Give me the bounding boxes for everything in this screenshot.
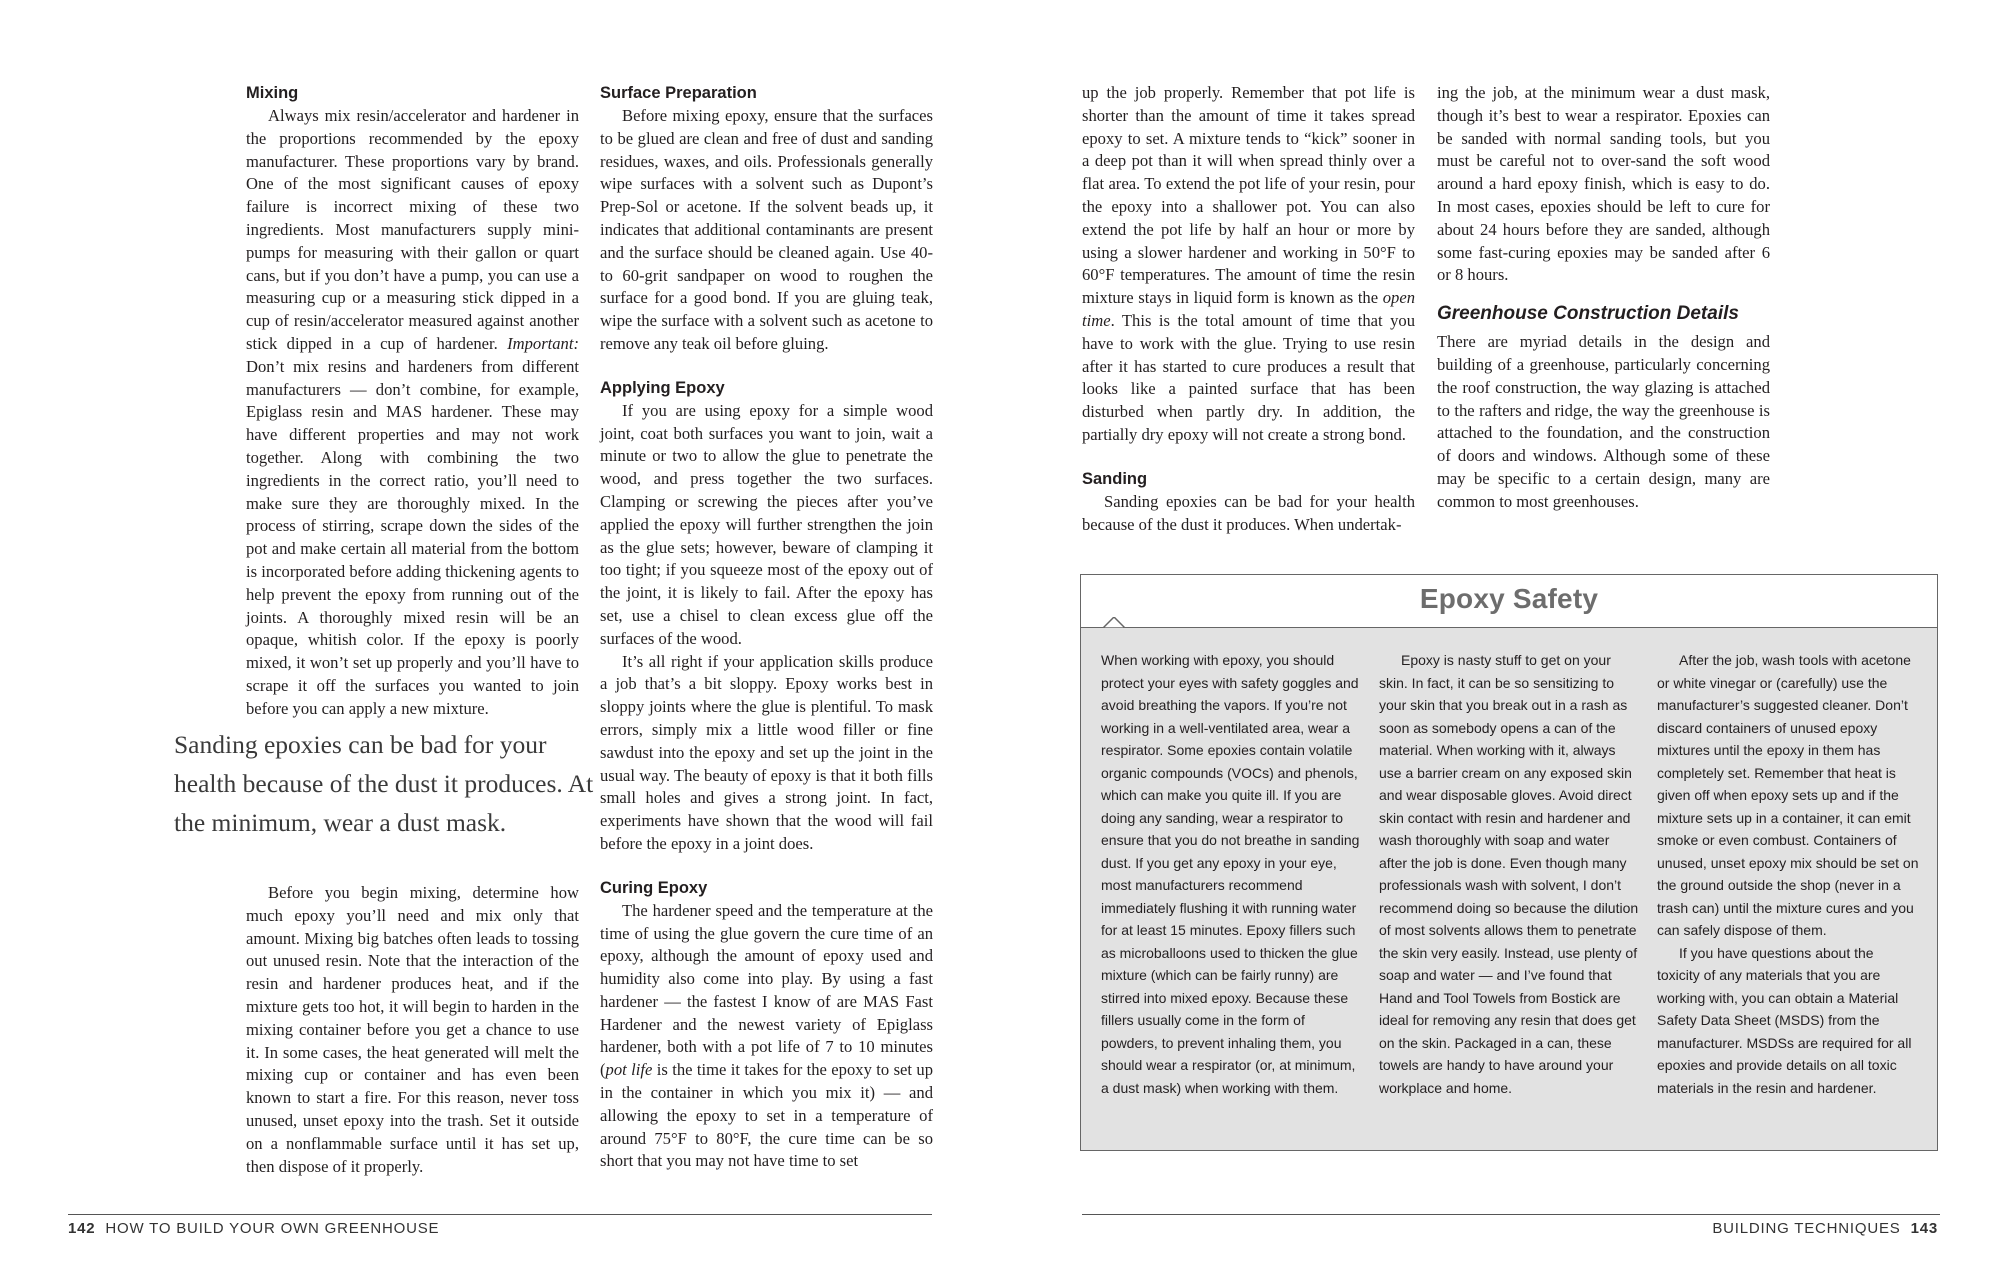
sidebar-column-1 (1101, 649, 1363, 1099)
paragraph-mixing-2: Before you begin mixing, determine how much epoxy you’ll need and mix only that amount. Mixing big batches often leads to tossing out unused resin. Note that the interaction of the resin and hardener produces heat, and if the mixture gets too hot, it will begin to harden in the mixing container before you get a chance to use it. In some cases, the heat generated will melt the mixing cup or container and has even been known to start a fire. For this reason, never toss unused, unset epoxy into the trash. Set it outside on a nonflammable surface until it has set up, then dispose of it properly. (246, 883, 579, 1176)
sidebar-column-3 (1657, 649, 1919, 1099)
left-page-column-1-lower (246, 882, 579, 1178)
paragraph-greenhouse: There are myriad details in the design and building of a greenhouse, particularly concerning the roof construction, the way glazing is attached to the rafters and ridge, the way the greenhouse is attached to the foundation, and the construction of doors and windows. Although some of these may be specific to a certain design, many are common to most greenhouses. (1437, 332, 1770, 511)
sidebar-column-2 (1379, 649, 1641, 1099)
heading-sanding: Sanding (1082, 469, 1148, 488)
paragraph-applying-2: It’s all right if your application skills produce a job that’s a bit sloppy. Epoxy works best in sloppy joints where the glue is plentiful. To mask errors, simply mix a little wood filler or fine sawdust into the epoxy and set up the joint in the usual way. The beauty of epoxy is that it both fills small holes and gives a strong joint. In fact, experiments have shown that the wood will fail before the epoxy in a joint does. (600, 651, 933, 853)
right-page-column-1 (1082, 82, 1415, 536)
right-page-column-2 (1437, 82, 1770, 514)
left-page-column-2 (600, 82, 933, 1173)
page-number-left: 142 (68, 1220, 96, 1237)
heading-greenhouse-construction: Greenhouse Construction Details (1437, 303, 1739, 325)
paragraph-curing-continued: up the job properly. Remember that pot life is shorter than the amount of time it takes spread epoxy to set. A mixture tends to “kick” sooner in a deep pot than it will when spread thinly over a flat area. To extend the pot life of your resin, pour the epoxy into a shallower pot. You can also extend the pot life by half an hour or more by using a slower hardener and working in 50°F to 60°F temperatures. The amount of time the resin mixture stays in liquid form is known as the open time. This is the total amount of time that you have to work with the glue. Trying to use resin after it has started to cure produces a result that looks like a painted surface that has been disturbed when partly dry. In addition, the partially dry epoxy will not create a strong bond. (1082, 83, 1415, 444)
important-label: Important: (507, 333, 579, 353)
page-number-right: 143 (1910, 1220, 1938, 1237)
paragraph-mixing-1: Always mix resin/accelerator and hardener in the proportions recommended by the epoxy manufacturer. These proportions vary by brand. One of the most significant causes of epoxy failure is incorrect mixing of these two ingredients. Most manufacturers supply mini-pumps for measuring with their gallon or quart cans, but if you don’t have a pump, you can use a measuring cup or a measuring stick dipped in a cup of resin/accelerator measured against another stick dipped in a cup of hardener. Important: Don’t mix resins and hardeners from different manufacturers — don’t combine, for example, Epiglass resin and MAS hardener. These may have different properties and may not work together. Along with combining the two ingredients in the correct ratio, you’ll need to make sure they are thoroughly mixed. In the process of stirring, scrape down the sides of the pot and make certain all material from the bottom is incorporated before adding thickening agents to help prevent the epoxy from running out of the joints. A thoroughly mixed resin will be an opaque, whitish color. If the epoxy is poorly mixed, it won’t set up properly and you’ll have to scrape it off the surfaces you wanted to join before you can apply a new mixture. (246, 106, 579, 718)
paragraph-sanding: Sanding epoxies can be bad for your health because of the dust it produces. When undertak- (1082, 491, 1415, 534)
heading-surface-preparation: Surface Preparation (600, 84, 757, 102)
epoxy-safety-sidebar (1080, 574, 1938, 1151)
left-page-column-1 (246, 82, 579, 721)
book-title: HOW TO BUILD YOUR OWN GREENHOUSE (105, 1220, 440, 1237)
sidebar-paragraph-3: After the job, wash tools with acetone or white vinegar or (carefully) use the manufacturer’s suggested cleaner. Don’t discard containers of unused epoxy mixtures until the epoxy in them has completely set. Remember that heat is given off when epoxy sets up and if the mixture sets up in a container, it can emit smoke or even combust. Containers of unused, unset epoxy mix should be set on the ground outside the shop (never in a trash can) until the mixture cures and you can safely dispose of them. (1657, 652, 1919, 938)
sidebar-paragraph-1: When working with epoxy, you should protect your eyes with safety goggles and avoid breathing the vapors. If you’re not working in a well-ventilated area, wear a respirator. Some epoxies contain volatile organic compounds (VOCs) and phenols, which can make you quite ill. If you are doing any sanding, wear a respirator to ensure that you do not breathe in sanding dust. If you get any epoxy in your eye, most manufacturers recommend immediately flushing it with running water for at least 15 minutes. Epoxy fillers such as microballoons used to thicken the glue mixture (which can be fairly runny) are stirred into mixed epoxy. Because these fillers usually come in the form of powders, to prevent inhaling them, you should wear a respirator (or, at minimum, a dust mask) when working with them. (1101, 652, 1360, 1096)
sidebar-paragraph-2: Epoxy is nasty stuff to get on your skin. In fact, it can be so sensitizing to your skin that you break out in a rash as soon as somebody opens a can of the material. When working with it, always use a barrier cream on any exposed skin and wear disposable gloves. Avoid direct skin contact with resin and hardener and wash thoroughly with soap and water after the job is done. Even though many professionals wash with solvent, I don’t recommend doing so because the dilution of most solvents allows them to penetrate the skin very easily. Instead, use plenty of soap and water — and I’ve found that Hand and Tool Towels from Bostick are ideal for removing any resin that does get on the skin. Packaged in a can, these towels are handy to have around your workplace and home. (1379, 652, 1639, 1096)
paragraph-surface-preparation: Before mixing epoxy, ensure that the surfaces to be glued are clean and free of dust and sanding residues, waxes, and oils. Professionals generally wipe surfaces with a solvent such as Dupont’s Prep-Sol or acetone. If the solvent beads up, it indicates that additional contaminants are present and the surface should be cleaned again. Use 40- to 60-grit sandpaper on wood to roughen the surface for a good bond. If you are gluing teak, wipe the surface with a solvent such as acetone to remove any teak oil before gluing. (600, 106, 933, 353)
right-folio (1712, 1220, 1938, 1237)
paragraph-sanding-continued: ing the job, at the minimum wear a dust mask, though it’s best to wear a respirator. Epoxies can be sanded with normal sanding tools, but you must be careful not to over-sand the soft wood around a hard epoxy finish, which is easy to do. In most cases, epoxies should be left to cure for about 24 hours before they are sanded, although some fast-curing epoxies may be sanded after 6 or 8 hours. (1437, 83, 1770, 285)
sidebar-paragraph-4: If you have questions about the toxicity of any materials that you are working with, you can obtain a Material Safety Data Sheet (MSDS) from the manufacturer. MSDSs are required for all epoxies and provide details on all toxic materials in the resin and hardener. (1657, 944, 1912, 1096)
left-footer-rule (68, 1214, 932, 1215)
section-title: BUILDING TECHNIQUES (1712, 1220, 1901, 1237)
heading-applying-epoxy: Applying Epoxy (600, 378, 725, 397)
sidebar-notch-decoration (1103, 617, 1125, 639)
paragraph-applying-1: If you are using epoxy for a simple wood joint, coat both surfaces you want to join, wait a minute or two to allow the glue to penetrate the wood, and press together the two surfaces. Clamping or screwing the pieces after you’ve applied the epoxy will further strengthen the join as the glue sets; however, beware of clamping it too tight; if you squeeze most of the epoxy out of the joint, it is likely to fail. After the epoxy has set, use a chisel to clean excess glue off the surfaces of the wood. (600, 400, 933, 648)
paragraph-curing: The hardener speed and the temperature at the time of using the glue govern the cure time of an epoxy, although the amount of epoxy used and humidity also come into play. By using a fast hardener — the fastest I know of are MAS Fast Hardener and the newest variety of Epiglass hardener, both with a pot life of 7 to 10 minutes (pot life is the time it takes for the epoxy to set up in the container in which you mix it) — and allowing the epoxy to set in a temperature of around 75°F to 80°F, the cure time can be so short that you may not have time to set (600, 900, 933, 1171)
heading-curing-epoxy: Curing Epoxy (600, 878, 708, 897)
heading-mixing: Mixing (246, 84, 299, 102)
sidebar-title: Epoxy Safety (1419, 583, 1599, 614)
pull-quote: Sanding epoxies can be bad for your health because of the dust it produces. At the minimum, wear a dust mask. (174, 730, 594, 837)
right-footer-rule (1082, 1214, 1940, 1215)
left-folio (68, 1220, 439, 1237)
